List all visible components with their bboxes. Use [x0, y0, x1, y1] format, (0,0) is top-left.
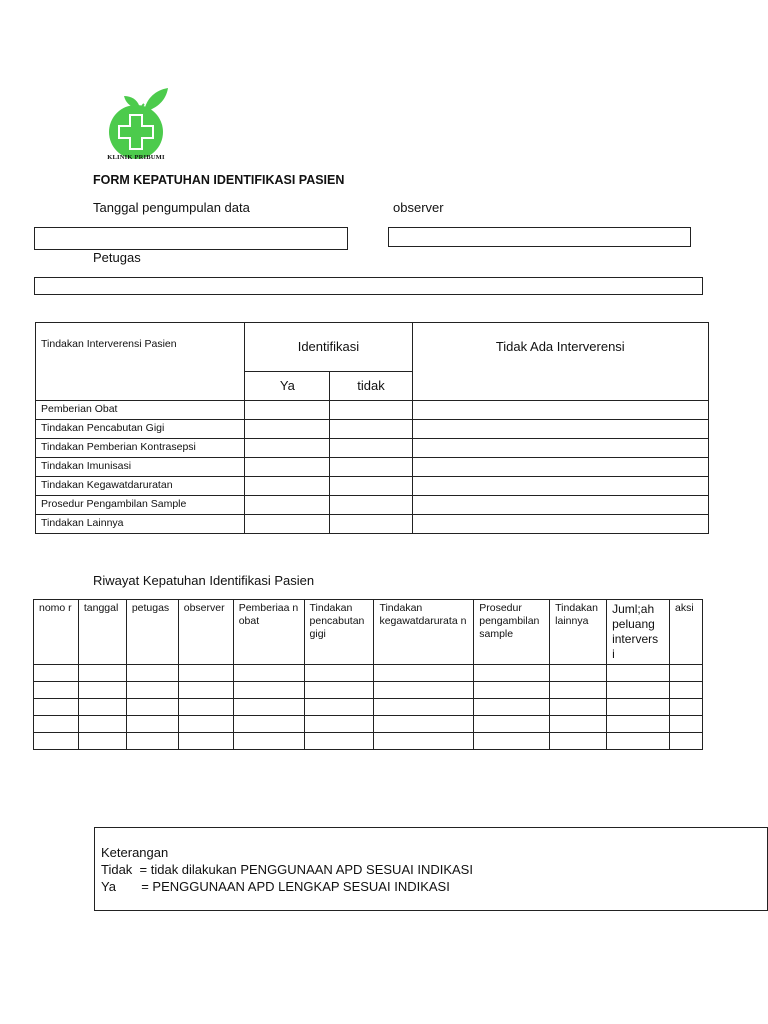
- cell-yes[interactable]: [245, 458, 330, 477]
- cell-none[interactable]: [412, 439, 708, 458]
- staff-label: Petugas: [93, 250, 141, 265]
- table-row: [34, 682, 703, 699]
- cell-no[interactable]: [330, 515, 412, 534]
- header-cell: Juml;ah peluang intervers i: [607, 600, 670, 665]
- col-none-header: Tidak Ada Interverensi: [412, 323, 708, 401]
- cell-yes[interactable]: [245, 439, 330, 458]
- header-cell: aksi: [669, 600, 702, 665]
- staff-input[interactable]: [34, 277, 703, 295]
- col-action-header: Tindakan Interverensi Pasien: [36, 323, 245, 401]
- observer-label: observer: [393, 200, 444, 215]
- row-label: Prosedur Pengambilan Sample: [36, 496, 245, 515]
- cell-no[interactable]: [330, 401, 412, 420]
- header-cell: Tindakan kegawatdarurata n: [374, 600, 474, 665]
- history-header-row: [34, 600, 703, 665]
- cell-yes[interactable]: [245, 420, 330, 439]
- cell-none[interactable]: [412, 477, 708, 496]
- row-label: Pemberian Obat: [36, 401, 245, 420]
- cell-none[interactable]: [412, 496, 708, 515]
- cell-yes[interactable]: [245, 496, 330, 515]
- row-label: Tindakan Imunisasi: [36, 458, 245, 477]
- table-row: [34, 733, 703, 750]
- date-input[interactable]: [34, 227, 348, 250]
- keterangan-title: Keterangan: [101, 845, 169, 860]
- cell-yes[interactable]: [245, 401, 330, 420]
- cell-no[interactable]: [330, 477, 412, 496]
- table-row: [36, 496, 709, 515]
- keterangan-line-2: Ya = PENGGUNAAN APD LENGKAP SESUAI INDIKASI: [101, 879, 450, 894]
- history-table: [33, 599, 703, 750]
- table-row: [36, 420, 709, 439]
- keterangan-line-1: Tidak = tidak dilakukan PENGGUNAAN APD SESUAI INDIKASI: [101, 862, 473, 877]
- logo-text: KLINIK PRIBUMI: [107, 154, 165, 161]
- row-label: Tindakan Pemberian Kontrasepsi: [36, 439, 245, 458]
- table-row: [34, 716, 703, 733]
- header-cell: observer: [178, 600, 233, 665]
- header-cell: Pemberiaa n obat: [233, 600, 304, 665]
- sub-yes-header: Ya: [245, 372, 330, 401]
- cell-none[interactable]: [412, 420, 708, 439]
- header-cell: petugas: [126, 600, 178, 665]
- header-cell: tanggal: [78, 600, 126, 665]
- cell-yes[interactable]: [245, 477, 330, 496]
- observer-input[interactable]: [388, 227, 691, 247]
- date-label: Tanggal pengumpulan data: [93, 200, 250, 215]
- row-label: Tindakan Kegawatdaruratan: [36, 477, 245, 496]
- header-cell: Tindakan lainnya: [550, 600, 607, 665]
- cell-no[interactable]: [330, 439, 412, 458]
- form-title: FORM KEPATUHAN IDENTIFIKASI PASIEN: [93, 173, 345, 187]
- header-cell: Tindakan pencabutan gigi: [304, 600, 374, 665]
- cell-yes[interactable]: [245, 515, 330, 534]
- cell-no[interactable]: [330, 496, 412, 515]
- col-ident-header: Identifikasi: [245, 323, 412, 372]
- cell-no[interactable]: [330, 420, 412, 439]
- keterangan-box: [94, 827, 768, 911]
- row-label: Tindakan Pencabutan Gigi: [36, 420, 245, 439]
- table-row: [34, 699, 703, 716]
- history-title: Riwayat Kepatuhan Identifikasi Pasien: [93, 573, 315, 588]
- table-row: [36, 477, 709, 496]
- cell-no[interactable]: [330, 458, 412, 477]
- header-cell: nomo r: [34, 600, 79, 665]
- cell-none[interactable]: [412, 458, 708, 477]
- cell-none[interactable]: [412, 401, 708, 420]
- row-label: Tindakan Lainnya: [36, 515, 245, 534]
- header-cell: Prosedur pengambilan sample: [474, 600, 550, 665]
- table-row: [36, 515, 709, 534]
- table-row: [36, 401, 709, 420]
- cell-none[interactable]: [412, 515, 708, 534]
- table-row: [36, 458, 709, 477]
- table-row: [36, 439, 709, 458]
- table-row: [34, 665, 703, 682]
- sub-no-header: tidak: [330, 372, 412, 401]
- intervention-table: [35, 322, 709, 534]
